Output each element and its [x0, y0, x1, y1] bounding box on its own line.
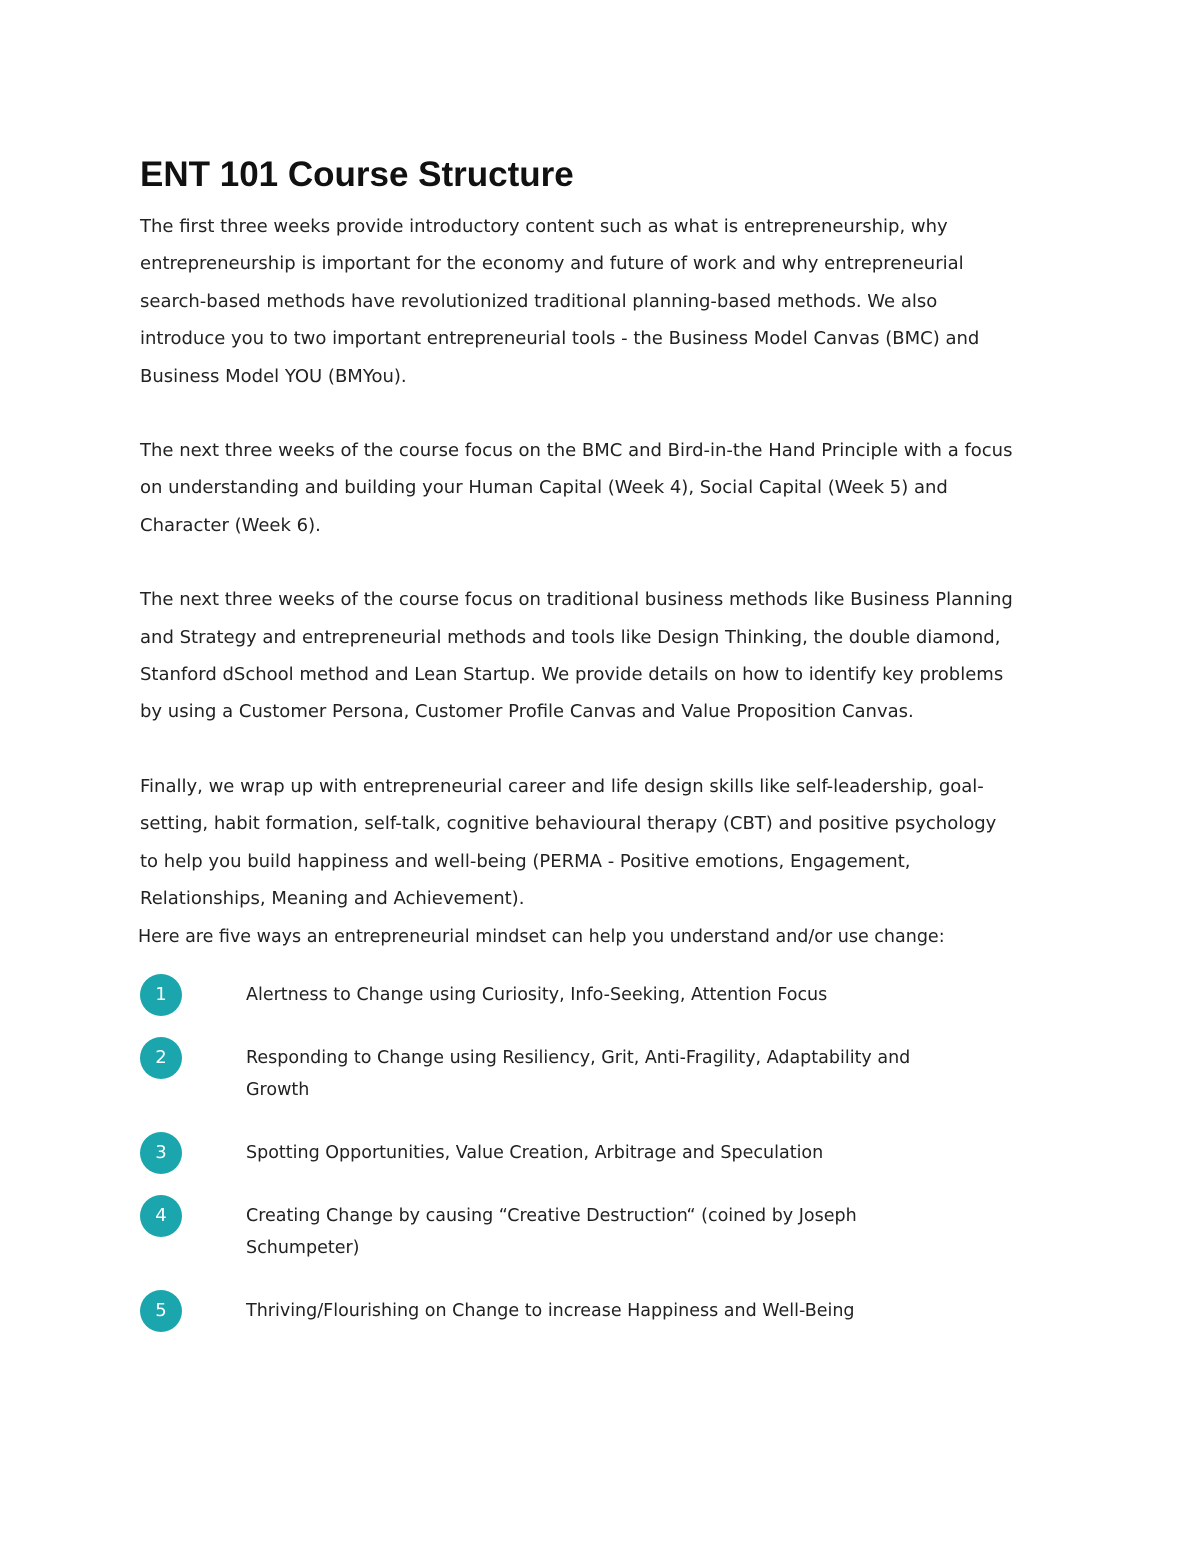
list-item [140, 1200, 936, 1264]
paragraph-career-design: Finally, we wrap up with entrepreneurial career and life design skills like self-leadership, goal-setting, habit formation, self-talk, cognitive behavioural therapy (CBT) and positive psychology to help you build happiness and well-being (PERMA - Positive emotions, Engagement, Relationships, Meaning and Achievement). [140, 775, 997, 910]
list-item [140, 1042, 936, 1106]
paragraph-bmc-weeks: The next three weeks of the course focus on the BMC and Bird-in-the Hand Principle with a focus on understanding and building your Human Capital (Week 4), Social Capital (Week 5) and Character (Week 6). [140, 440, 1013, 536]
number-badge: 5 [140, 1290, 182, 1332]
list-item-text: Thriving/Flourishing on Change to increase Happiness and Well-Being [246, 1300, 855, 1321]
list-item [140, 1295, 936, 1327]
document-page [140, 150, 1020, 1327]
paragraph-intro-weeks: The first three weeks provide introductory content such as what is entrepreneurship, why entrepreneurship is important for the economy and future of work and why entrepreneurial search-based methods have revolutionized traditional planning-based methods. We also introduce you to two important entrepreneurial tools - the Business Model Canvas (BMC) and Business Model YOU (BMYou). [140, 216, 980, 387]
list-item-text: Creating Change by causing “Creative Destruction“ (coined by Joseph Schumpeter) [246, 1205, 857, 1258]
number-badge: 3 [140, 1132, 182, 1174]
mindset-list [140, 979, 1020, 1327]
page-title: ENT 101 Course Structure [140, 155, 574, 194]
number-badge: 1 [140, 974, 182, 1016]
list-intro: Here are five ways an entrepreneurial mindset can help you understand and/or use change: [138, 926, 945, 947]
list-item [140, 1137, 936, 1169]
number-badge: 2 [140, 1037, 182, 1079]
number-badge: 4 [140, 1195, 182, 1237]
list-item [140, 979, 936, 1011]
paragraph-methods-weeks: The next three weeks of the course focus on traditional business methods like Business Planning and Strategy and entrepreneurial methods and tools like Design Thinking, the double diamond, Stanford dSchool method and Lean Startup. We provide details on how to identify key problems by using a Customer Persona, Customer Profile Canvas and Value Proposition Canvas. [140, 589, 1013, 723]
list-item-text: Spotting Opportunities, Value Creation, Arbitrage and Speculation [246, 1142, 824, 1163]
list-item-text: Alertness to Change using Curiosity, Info-Seeking, Attention Focus [246, 984, 828, 1005]
list-item-text: Responding to Change using Resiliency, Grit, Anti-Fragility, Adaptability and Growth [246, 1047, 911, 1100]
